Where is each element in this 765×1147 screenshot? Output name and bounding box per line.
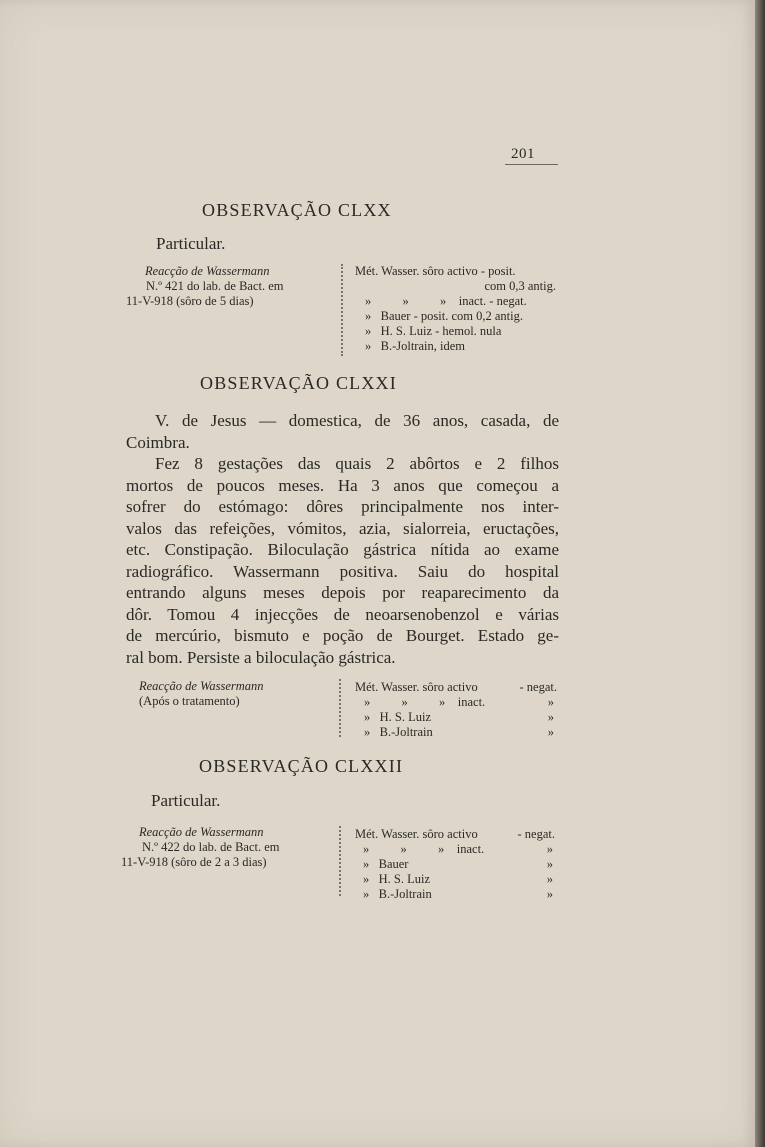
case-description (126, 410, 559, 668)
reaction-title: Reacção de Wassermann (145, 264, 270, 278)
patient-type-label: Particular. (151, 791, 221, 810)
sample-date: 11-V-918 (sôro de 2 a 3 dias) (121, 855, 267, 869)
text-line: de mercúrio, bismuto e poção de Bourget. Estado ge- (126, 626, 559, 645)
result-value: » (546, 887, 553, 901)
page-number: 201 (511, 146, 535, 162)
result-row (363, 872, 553, 887)
result-line: Mét. Wasser. sôro activo - posit. (355, 264, 516, 278)
result-method: » B.-Joltrain (363, 887, 432, 901)
lab-number: N.º 421 do lab. de Bact. em (146, 279, 284, 293)
sample-date: 11-V-918 (sôro de 5 dias) (126, 294, 254, 308)
reaction-title: Reacção de Wassermann (139, 679, 264, 693)
text-line: Fez 8 gestações das quais 2 abôrtos e 2 filhos (155, 454, 559, 473)
page-edge-shadow (755, 0, 765, 1147)
result-value: » (546, 872, 553, 886)
patient-type-label: Particular. (156, 234, 226, 253)
result-method: » » » inact. (364, 695, 486, 709)
text-line: dôr. Tomou 4 injecções de neoarsenobenzol e várias (126, 604, 559, 624)
text-line: entrando alguns meses depois por reaparecimento da (126, 583, 559, 602)
observation-heading-clxx: OBSERVAÇÃO CLXX (202, 200, 392, 220)
result-row (363, 887, 553, 902)
reaction-title: Reacção de Wassermann (139, 825, 264, 839)
result-row (355, 827, 555, 842)
text-line: valos das refeições, vómitos, azia, sialorreia, eructações, (126, 518, 559, 538)
result-value: » (547, 710, 554, 724)
result-method: » Bauer (363, 857, 409, 871)
column-divider (341, 264, 343, 356)
result-line: » » » inact. - negat. (365, 294, 527, 308)
result-line: » H. S. Luiz - hemol. nula (365, 324, 502, 338)
text-line: radiográfico. Wassermann positiva. Saiu do hospital (126, 561, 559, 581)
result-row (355, 680, 557, 695)
result-row (363, 857, 553, 872)
text-line: ral bom. Persiste a biloculação gástrica. (126, 647, 396, 667)
result-method: Mét. Wasser. sôro activo (355, 827, 478, 841)
result-method: » B.-Joltrain (364, 725, 433, 739)
page-number-rule (505, 164, 558, 165)
result-line: » Bauer - posit. com 0,2 antig. (365, 309, 523, 323)
text-line: sofrer do estómago: dôres principalmente nos inter- (126, 497, 559, 516)
result-value: - negat. (519, 680, 557, 694)
observation-heading-clxxi: OBSERVAÇÃO CLXXI (200, 373, 397, 393)
result-line: com 0,3 antig. (484, 279, 556, 293)
result-value: » (546, 842, 553, 856)
text-line: etc. Constipação. Biloculação gástrica nítida ao exame (126, 540, 559, 559)
text-line: mortos de poucos meses. Ha 3 anos que começou a (126, 475, 559, 495)
lab-number: N.º 422 do lab. de Bact. em (142, 840, 280, 854)
result-value: » (546, 857, 553, 871)
result-line: » B.-Joltrain, idem (365, 339, 465, 353)
column-divider (339, 826, 341, 896)
result-row (364, 710, 554, 725)
result-row (363, 842, 553, 857)
treatment-note: (Após o tratamento) (139, 694, 240, 708)
text-line: Coimbra. (126, 432, 190, 452)
result-method: » H. S. Luiz (363, 872, 431, 886)
result-method: Mét. Wasser. sôro activo (355, 680, 478, 694)
result-value: » (547, 695, 554, 709)
result-row (364, 695, 554, 710)
result-value: » (547, 725, 554, 739)
text-line: V. de Jesus — domestica, de 36 anos, casada, de (155, 411, 559, 430)
result-row (364, 725, 554, 740)
result-value: - negat. (517, 827, 555, 841)
result-method: » » » inact. (363, 842, 485, 856)
observation-heading-clxxii: OBSERVAÇÃO CLXXII (199, 756, 404, 776)
result-method: » H. S. Luiz (364, 710, 432, 724)
column-divider (339, 679, 341, 737)
